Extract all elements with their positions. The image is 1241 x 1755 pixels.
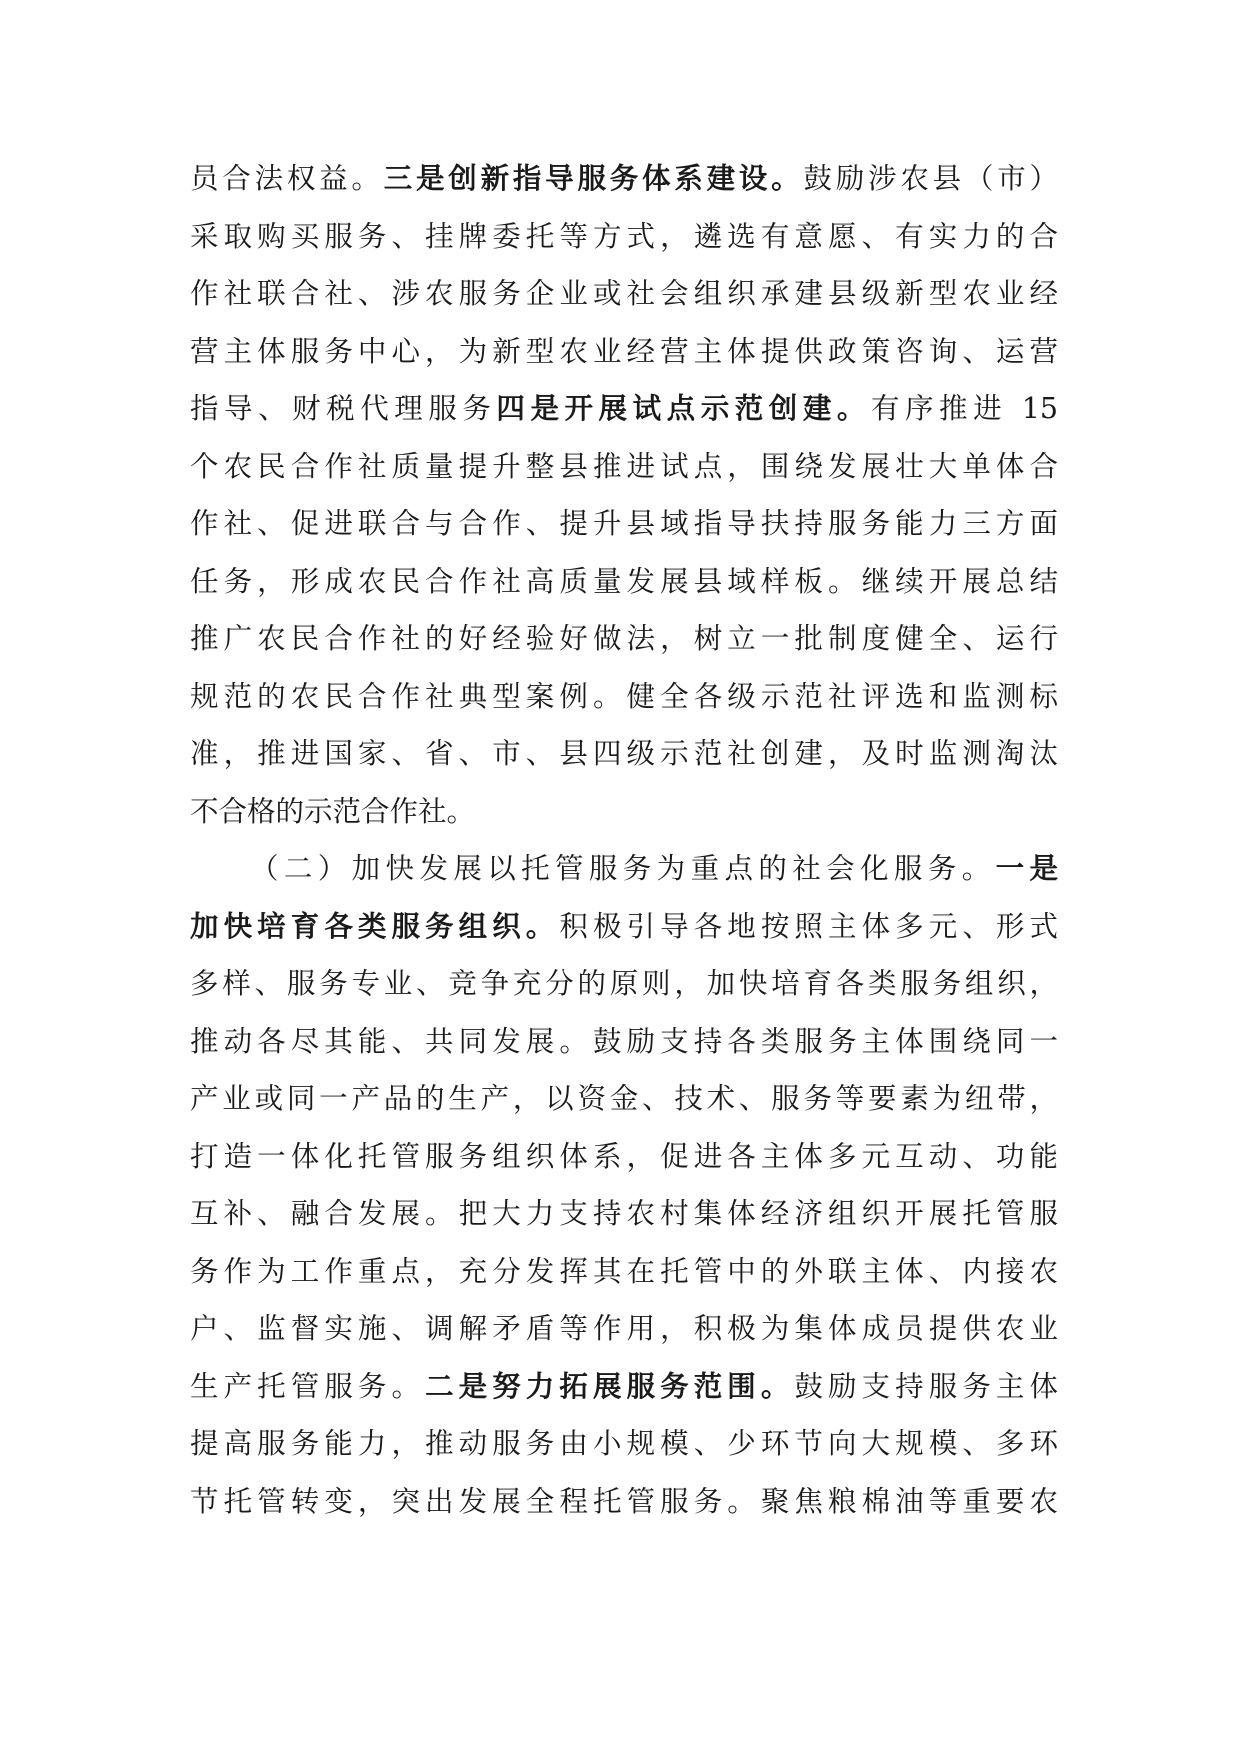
text-line: 提高服务能力，推动服务由小规模、少环节向大规模、多环 — [190, 1427, 1058, 1460]
text-line: 产业或同一产品的生产，以资金、技术、服务等要素为纽带， — [190, 1082, 1058, 1115]
text-run: 指导、财税代理服务 — [190, 392, 497, 425]
text-line: 推广农民合作社的好经验好做法，树立一批制度健全、运行 — [190, 622, 1058, 655]
text-line: 推动各尽其能、共同发展。鼓励支持各类服务主体围绕同一 — [190, 1024, 1058, 1058]
section-heading-line — [190, 840, 1058, 898]
text-run: 鼓励支持服务主体 — [794, 1369, 1058, 1403]
text-run: 鼓励涉农县（市） — [803, 162, 1058, 195]
text-line — [190, 1358, 1058, 1416]
text-line — [190, 150, 1058, 208]
text-line: 营主体服务中心，为新型农业经营主体提供政策咨询、运营 — [190, 334, 1058, 368]
text-line: 作社联合社、涉农服务企业或社会组织承建县级新型农业经 — [190, 277, 1058, 310]
text-run: 生产托管服务。 — [190, 1369, 426, 1403]
paragraph-2 — [190, 840, 1058, 1530]
bold-heading-run: 二是努力拓展服务范围。 — [425, 1368, 795, 1403]
text-line: 准，推进国家、省、市、县四级示范社创建，及时监测淘汰 — [190, 737, 1058, 770]
document-page — [190, 150, 1058, 1530]
text-run: 积极引导各地按照主体多元、形式 — [559, 909, 1058, 943]
text-line — [190, 380, 1058, 438]
section-heading: （二）加快发展以托管服务为重点的社会化服务。 — [250, 852, 996, 885]
text-line: 户、监督实施、调解矛盾等作用，积极为集体成员提供农业 — [190, 1312, 1058, 1345]
bold-heading-run: 加快培育各类服务组织。 — [190, 908, 560, 943]
text-line: 多样、服务专业、竞争充分的原则，加快培育各类服务组织， — [190, 967, 1058, 1000]
bold-heading-run: 四是开展试点示范创建。 — [496, 391, 871, 425]
text-run: 员合法权益。 — [190, 162, 384, 195]
text-run: 有序推进 15 — [870, 392, 1058, 425]
text-line: 任务，形成农民合作社高质量发展县域样板。继续开展总结 — [190, 564, 1058, 598]
text-line: 互补、融合发展。把大力支持农村集体经济组织开展托管服 — [190, 1197, 1058, 1230]
text-line: 个农民合作社质量提升整县推进试点，围绕发展壮大单体合 — [190, 449, 1058, 483]
text-line: 作社、促进联合与合作、提升县域指导扶持服务能力三方面 — [190, 507, 1058, 540]
text-line: 采取购买服务、挂牌委托等方式，遴选有意愿、有实力的合 — [190, 219, 1058, 253]
text-line: 不合格的示范合作社。 — [190, 794, 476, 828]
bold-heading-run: 一是 — [995, 851, 1058, 885]
text-line — [190, 898, 1058, 956]
text-line: 打造一体化托管服务组织体系，促进各主体多元互动、功能 — [190, 1139, 1058, 1173]
paragraph-1 — [190, 150, 1058, 840]
bold-heading-run: 三是创新指导服务体系建设。 — [383, 161, 804, 195]
text-line: 务作为工作重点，充分发挥其在托管中的外联主体、内接农 — [190, 1254, 1058, 1288]
text-line: 节托管转变，突出发展全程托管服务。聚焦粮棉油等重要农 — [190, 1484, 1058, 1518]
text-line: 规范的农民合作社典型案例。健全各级示范社评选和监测标 — [190, 679, 1058, 713]
